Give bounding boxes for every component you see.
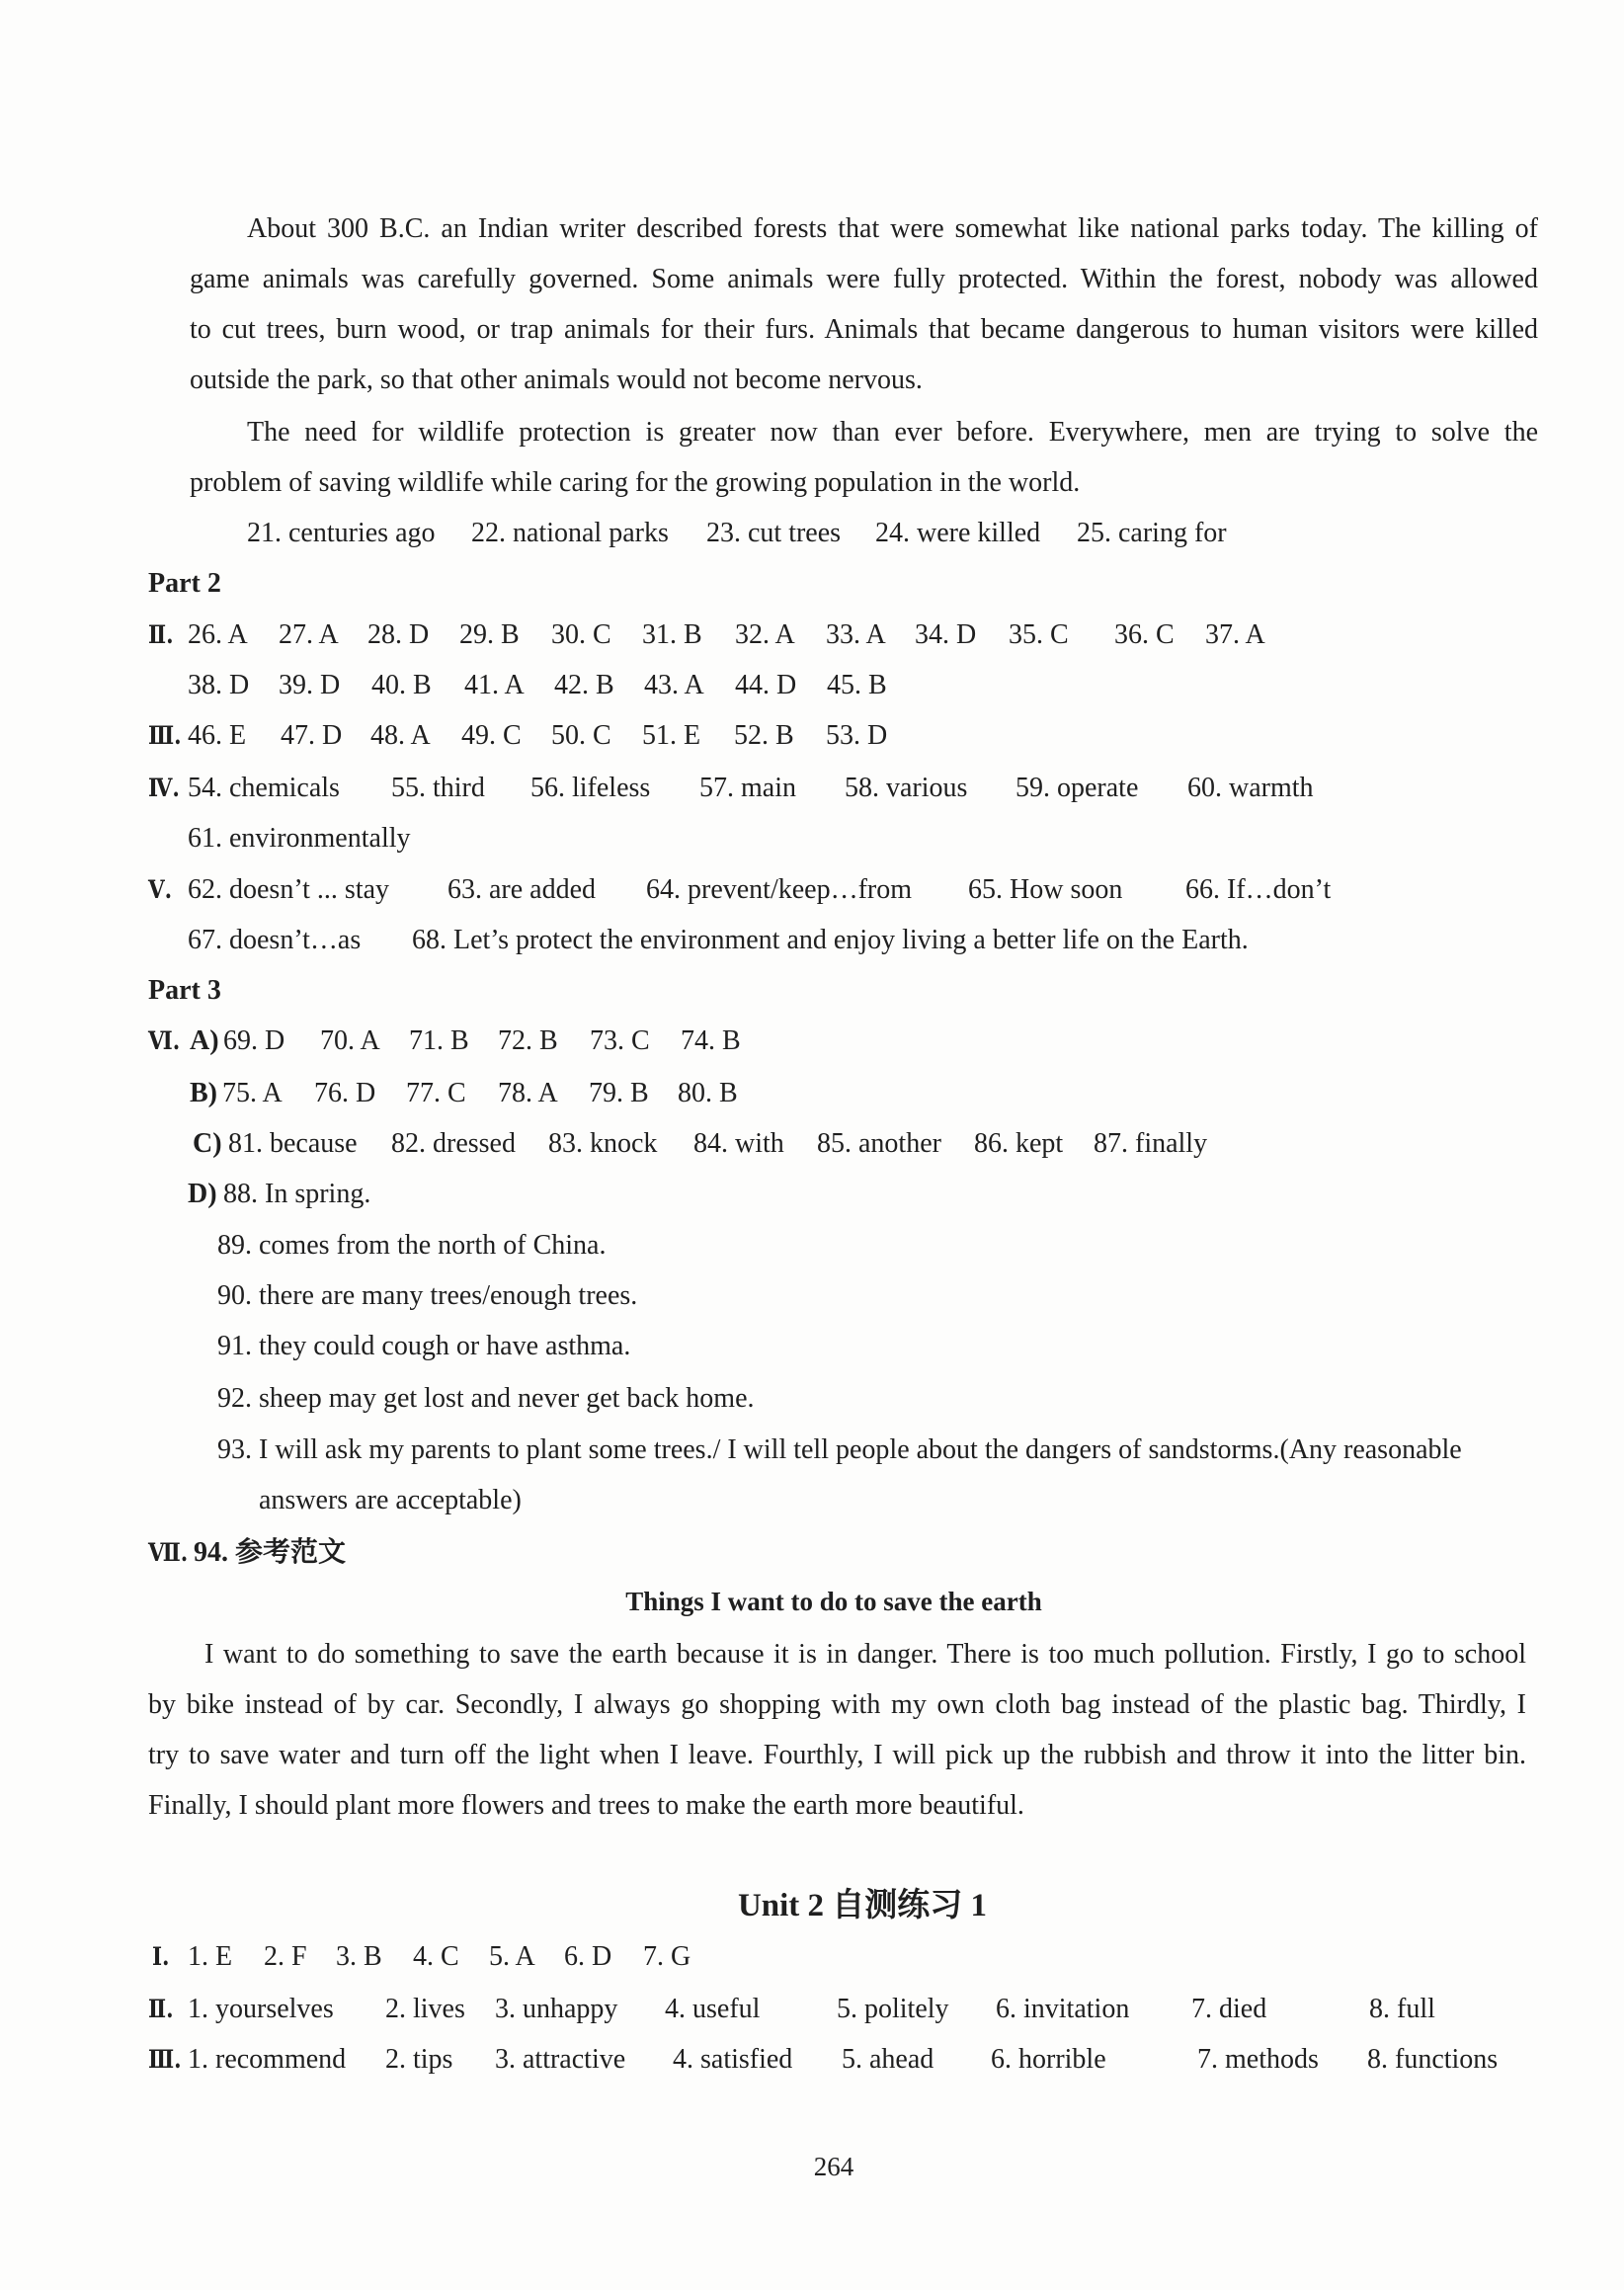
answer-item: 84. with: [693, 1128, 784, 1159]
answer-row: [0, 1325, 1624, 1368]
answer-item: 4. useful: [665, 1994, 761, 2024]
answer-item: 74. B: [681, 1025, 741, 1056]
answer-item: 38. D: [188, 670, 250, 700]
answer-item: 56. lifeless: [530, 773, 651, 803]
answer-item: 89. comes from the north of China.: [217, 1230, 607, 1261]
answer-row: [0, 767, 1624, 810]
answer-item: 23. cut trees: [706, 518, 842, 548]
answer-item: 85. another: [817, 1128, 941, 1159]
answer-row: [0, 1173, 1624, 1216]
section-numeral: Ⅱ.: [148, 620, 174, 649]
section-numeral: Ⅲ.: [148, 721, 182, 750]
answer-item: 2. tips: [385, 2044, 453, 2075]
answer-row: [0, 664, 1624, 707]
passage-line: problem of saving wildlife while caring for the growing population in the world.: [190, 467, 1081, 498]
answer-item: 42. B: [554, 670, 614, 700]
answer-item: 63. are added: [447, 874, 597, 905]
essay-title: Things I want to do to save the earth: [625, 1587, 1042, 1616]
answer-item: 25. caring for: [1077, 518, 1227, 548]
section-numeral: Ⅲ.: [148, 2045, 182, 2074]
answer-item: 47. D: [281, 720, 343, 751]
answer-row: [0, 512, 1624, 555]
answer-item: 92. sheep may get lost and never get back home.: [217, 1383, 755, 1414]
answer-row: [0, 1935, 1624, 1979]
answer-item: 49. C: [461, 720, 522, 751]
answer-item: 4. satisfied: [673, 2044, 793, 2075]
essay-line: by bike instead of by car. Secondly, I always go shopping with my own cloth bag instead of the plastic bag. Thirdly, I: [148, 1689, 1526, 1720]
answer-item: 65. How soon: [968, 874, 1123, 905]
answer-item: 35. C: [1009, 619, 1069, 650]
answer-item: 46. E: [188, 720, 247, 751]
passage-line: The need for wildlife protection is greater now than ever before. Everywhere, men are trying to solve the: [247, 417, 1538, 448]
passage-line: game animals was carefully governed. Some animals were fully protected. Within the forest, nobody was allowed: [190, 264, 1538, 294]
answer-item: 36. C: [1114, 619, 1175, 650]
part-heading-row: [0, 969, 1624, 1013]
answer-item: 7. methods: [1197, 2044, 1319, 2075]
answer-item: 2. F: [264, 1941, 307, 1972]
subsection-label: B): [190, 1078, 217, 1108]
answer-item: 8. full: [1369, 1994, 1435, 2024]
part-heading: Part 2: [148, 568, 221, 599]
answer-item: 7. G: [643, 1941, 691, 1972]
answer-item: 39. D: [279, 670, 341, 700]
answer-item: 4. C: [413, 1941, 459, 1972]
section-numeral: Ⅳ.: [148, 774, 180, 802]
part-heading: Part 3: [148, 975, 221, 1006]
answer-row: [0, 919, 1624, 962]
part-heading-row: [0, 562, 1624, 606]
answer-item: 30. C: [551, 619, 611, 650]
answer-item: 3. unhappy: [495, 1994, 618, 2024]
section-numeral: Ⅴ.: [148, 875, 173, 904]
answer-item: 82. dressed: [391, 1128, 516, 1159]
answer-item: 83. knock: [548, 1128, 658, 1159]
answer-row: [0, 1122, 1624, 1166]
answer-row: [0, 1988, 1624, 2031]
answer-item: 53. D: [826, 720, 888, 751]
answer-item: 73. C: [590, 1025, 650, 1056]
section-numeral: Ⅱ.: [148, 1995, 174, 2023]
answer-row: [0, 868, 1624, 912]
answer-item: 22. national parks: [471, 518, 669, 548]
answer-item: 58. various: [845, 773, 968, 803]
answer-item: 5. politely: [837, 1994, 949, 2024]
answer-item: 41. A: [464, 670, 525, 700]
answer-item: 29. B: [459, 619, 520, 650]
answer-row: [0, 1429, 1624, 1472]
answer-item: 45. B: [827, 670, 887, 700]
answer-row: [0, 1072, 1624, 1115]
passage-line: About 300 B.C. an Indian writer described forests that were somewhat like national parks today. The killing of: [247, 213, 1538, 244]
answer-item-continuation: answers are acceptable): [259, 1485, 522, 1515]
answer-item: 80. B: [678, 1078, 738, 1108]
passage-line: outside the park, so that other animals would not become nervous.: [190, 365, 923, 395]
answer-item: 66. If…don’t: [1185, 874, 1332, 905]
answer-item: 52. B: [734, 720, 794, 751]
answer-item: 3. B: [336, 1941, 382, 1972]
answer-row: [0, 2038, 1624, 2082]
answer-item: 69. D: [223, 1025, 285, 1056]
answer-item: 3. attractive: [495, 2044, 626, 2075]
answer-item: 8. functions: [1367, 2044, 1499, 2075]
answer-item: 28. D: [367, 619, 430, 650]
answer-item: 26. A: [188, 619, 248, 650]
subsection-label: C): [193, 1128, 222, 1159]
answer-item: 21. centuries ago: [247, 518, 436, 548]
answer-item: 1. yourselves: [188, 1994, 334, 2024]
answer-item: 67. doesn’t…as: [188, 925, 362, 955]
answer-item: 70. A: [320, 1025, 380, 1056]
answer-row: [0, 613, 1624, 657]
essay-line: try to save water and turn off the light when I leave. Fourthly, I will pick up the rubbish and throw it into the litter bin.: [148, 1740, 1526, 1770]
answer-item: 32. A: [735, 619, 795, 650]
answer-item: 79. B: [589, 1078, 649, 1108]
answer-item: 81. because: [228, 1128, 358, 1159]
answer-item: 40. B: [371, 670, 432, 700]
answer-item: 37. A: [1205, 619, 1265, 650]
answer-item: 6. horrible: [991, 2044, 1106, 2075]
answer-item: 61. environmentally: [188, 823, 411, 854]
answer-item: 78. A: [498, 1078, 558, 1108]
answer-item: 91. they could cough or have asthma.: [217, 1331, 631, 1361]
answer-item: 48. A: [370, 720, 431, 751]
answer-row: [0, 817, 1624, 860]
answer-item: 27. A: [279, 619, 339, 650]
answer-item: 50. C: [551, 720, 611, 751]
answer-item: 64. prevent/keep…from: [646, 874, 913, 905]
answer-item: 7. died: [1191, 1994, 1267, 2024]
answer-row: [0, 714, 1624, 758]
essay-line: I want to do something to save the earth because it is in danger. There is too much pollution. Firstly, I go to school: [204, 1639, 1526, 1670]
answer-item: 55. third: [391, 773, 485, 803]
essay-line: Finally, I should plant more flowers and trees to make the earth more beautiful.: [148, 1790, 1024, 1821]
answer-item: 86. kept: [974, 1128, 1064, 1159]
answer-item: 1. E: [188, 1941, 233, 1972]
answer-item: 6. invitation: [996, 1994, 1130, 2024]
answer-item: 51. E: [642, 720, 701, 751]
answer-item: 33. A: [826, 619, 886, 650]
unit-title: Unit 2 自测练习 1: [737, 1888, 988, 1923]
answer-item: 76. D: [314, 1078, 376, 1108]
answer-row: [0, 1479, 1624, 1522]
answer-item: 90. there are many trees/enough trees.: [217, 1280, 638, 1311]
page-number: 264: [813, 2152, 854, 2181]
answer-row: [0, 1224, 1624, 1268]
answer-item: 2. lives: [385, 1994, 465, 2024]
section-numeral: Ⅵ.: [148, 1026, 181, 1055]
answer-item: 62. doesn’t ... stay: [188, 874, 390, 905]
answer-row: [0, 1020, 1624, 1063]
subsection-label: A): [190, 1025, 219, 1056]
answer-item: 60. warmth: [1187, 773, 1314, 803]
section-numeral: Ⅶ.: [148, 1538, 189, 1567]
answer-item: 72. B: [498, 1025, 558, 1056]
answer-item: 6. D: [564, 1941, 612, 1972]
answer-item: 68. Let’s protect the environment and enjoy living a better life on the Earth.: [412, 925, 1249, 955]
answer-item: 34. D: [915, 619, 977, 650]
answer-item: 5. ahead: [842, 2044, 934, 2075]
passage-line: to cut trees, burn wood, or trap animals for their furs. Animals that became dangerous to human visitors were killed: [190, 314, 1538, 345]
answer-item: 43. A: [644, 670, 704, 700]
answer-item: 31. B: [642, 619, 702, 650]
answer-row: [0, 1531, 1624, 1575]
answer-item: 87. finally: [1094, 1128, 1208, 1159]
section-numeral: Ⅰ.: [152, 1942, 170, 1971]
subsection-label: 94. 参考范文: [194, 1537, 347, 1568]
answer-item: 77. C: [406, 1078, 466, 1108]
answer-item: 24. were killed: [875, 518, 1041, 548]
answer-item: 5. A: [489, 1941, 535, 1972]
answer-item: 75. A: [222, 1078, 283, 1108]
subsection-label: D): [188, 1179, 217, 1209]
answer-row: [0, 1377, 1624, 1421]
answer-row: [0, 1274, 1624, 1318]
answer-item: 1. recommend: [188, 2044, 347, 2075]
answer-item: 44. D: [735, 670, 797, 700]
answer-item: 71. B: [409, 1025, 469, 1056]
answer-item: 57. main: [699, 773, 796, 803]
answer-item: 88. In spring.: [223, 1179, 371, 1209]
answer-item: 59. operate: [1015, 773, 1139, 803]
answer-item: 93. I will ask my parents to plant some trees./ I will tell people about the dangers of sandstorms.(Any reasonable: [217, 1434, 1462, 1465]
answer-item: 54. chemicals: [188, 773, 340, 803]
